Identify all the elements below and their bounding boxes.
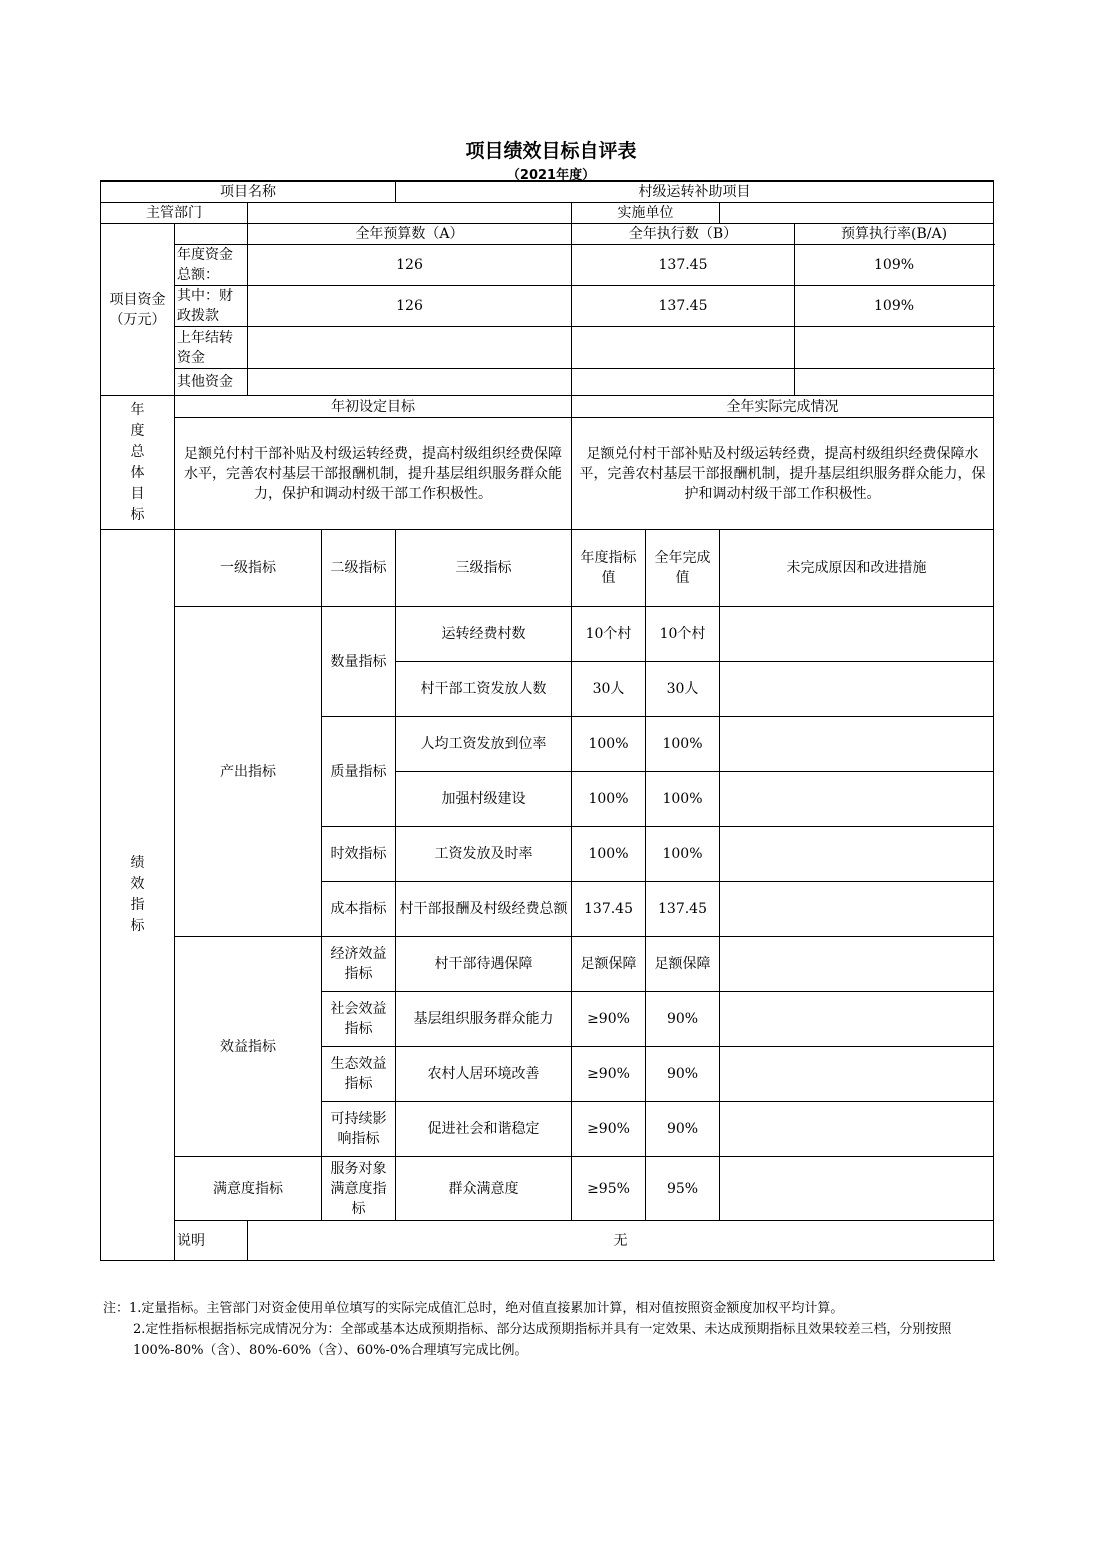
project-name-label: 项目名称 bbox=[101, 181, 396, 203]
unit-value bbox=[720, 203, 994, 224]
dept-label: 主管部门 bbox=[101, 203, 248, 224]
indicator-reason bbox=[720, 1047, 994, 1102]
dept-value bbox=[248, 203, 572, 224]
indicator-name: 运转经费村数 bbox=[396, 607, 572, 662]
level2-social: 社会效益指标 bbox=[322, 992, 396, 1047]
indicator-reason bbox=[720, 882, 994, 937]
footnotes bbox=[103, 1298, 993, 1361]
indicator-name: 基层组织服务群众能力 bbox=[396, 992, 572, 1047]
goals-actual-header: 全年实际完成情况 bbox=[572, 396, 994, 418]
level1-satisfaction: 满意度指标 bbox=[175, 1157, 322, 1221]
indicator-target: ≥90% bbox=[572, 1102, 646, 1157]
indicator-actual: 95% bbox=[646, 1157, 720, 1221]
indicator-name: 群众满意度 bbox=[396, 1157, 572, 1221]
funds-rate: 109% bbox=[795, 245, 994, 286]
indicator-target: 137.45 bbox=[572, 882, 646, 937]
budget-header: 全年预算数（A） bbox=[248, 224, 572, 245]
goals-label: 年度总体目标 bbox=[101, 396, 175, 530]
footnote-1: 注：1.定量指标。主管部门对资金使用单位填写的实际完成值汇总时，绝对值直接累加计算，相对值按照资金额度加权平均计算。 bbox=[103, 1301, 844, 1316]
footnote-2: 2.定性指标根据指标完成情况分为：全部或基本达成预期指标、部分达成预期指标并具有一定效果、未达成预期指标且效果较差三档，分别按照100%-80%（含）、80%-60%（含）、60%-0%合理填写完成比例。 bbox=[133, 1322, 952, 1358]
funds-budget: 126 bbox=[248, 286, 572, 327]
funds-executed bbox=[572, 369, 795, 396]
level2-cost: 成本指标 bbox=[322, 882, 396, 937]
indicator-name: 村干部待遇保障 bbox=[396, 937, 572, 992]
funds-executed: 137.45 bbox=[572, 245, 795, 286]
goals-actual-text: 足额兑付村干部补贴及村级运转经费，提高村级组织经费保障水平，完善农村基层干部报酬机制，提升基层组织服务群众能力，保护和调动村级干部工作积极性。 bbox=[572, 418, 994, 530]
funds-executed: 137.45 bbox=[572, 286, 795, 327]
level2-service-satisfaction: 服务对象满意度指标 bbox=[322, 1157, 396, 1221]
rate-header: 预算执行率(B/A) bbox=[795, 224, 994, 245]
indicator-target: ≥90% bbox=[572, 1047, 646, 1102]
level2-timeliness: 时效指标 bbox=[322, 827, 396, 882]
funds-row-label: 其他资金 bbox=[175, 369, 248, 396]
indicators-label: 绩效指标 bbox=[101, 530, 175, 1261]
remark-value: 无 bbox=[248, 1221, 994, 1261]
indicator-actual: 137.45 bbox=[646, 882, 720, 937]
funds-label: 项目资金（万元） bbox=[101, 224, 175, 396]
funds-rate bbox=[795, 369, 994, 396]
indicator-target: 100% bbox=[572, 717, 646, 772]
indicator-target: 10个村 bbox=[572, 607, 646, 662]
funds-row-label: 年度资金总额： bbox=[175, 245, 248, 286]
goals-set-header: 年初设定目标 bbox=[175, 396, 572, 418]
indicator-target: 100% bbox=[572, 772, 646, 827]
indicator-actual: 足额保障 bbox=[646, 937, 720, 992]
unit-label: 实施单位 bbox=[572, 203, 720, 224]
indicator-actual: 100% bbox=[646, 827, 720, 882]
indicator-reason bbox=[720, 607, 994, 662]
funds-row-label: 上年结转资金 bbox=[175, 327, 248, 369]
indicator-actual: 10个村 bbox=[646, 607, 720, 662]
indicator-name: 村干部报酬及村级经费总额 bbox=[396, 882, 572, 937]
indicator-reason bbox=[720, 827, 994, 882]
goals-set-text: 足额兑付村干部补贴及村级运转经费，提高村级组织经费保障水平，完善农村基层干部报酬机制，提升基层组织服务群众能力，保护和调动村级干部工作积极性。 bbox=[175, 418, 572, 530]
indicator-actual: 100% bbox=[646, 717, 720, 772]
indicator-actual: 90% bbox=[646, 1047, 720, 1102]
funds-executed bbox=[572, 327, 795, 369]
funds-budget bbox=[248, 369, 572, 396]
indicator-name: 村干部工资发放人数 bbox=[396, 662, 572, 717]
indicator-target: 30人 bbox=[572, 662, 646, 717]
level2-sustainable: 可持续影响指标 bbox=[322, 1102, 396, 1157]
indicator-reason bbox=[720, 1102, 994, 1157]
level2-ecological: 生态效益指标 bbox=[322, 1047, 396, 1102]
indicator-actual: 90% bbox=[646, 1102, 720, 1157]
indicator-target: 100% bbox=[572, 827, 646, 882]
executed-header: 全年执行数（B） bbox=[572, 224, 795, 245]
header-level2: 二级指标 bbox=[322, 530, 396, 607]
level2-economic: 经济效益指标 bbox=[322, 937, 396, 992]
indicator-reason bbox=[720, 717, 994, 772]
indicator-reason bbox=[720, 772, 994, 827]
level2-quality: 质量指标 bbox=[322, 717, 396, 827]
indicator-reason bbox=[720, 1157, 994, 1221]
funds-rate: 109% bbox=[795, 286, 994, 327]
project-name-value: 村级运转补助项目 bbox=[396, 181, 994, 203]
evaluation-table bbox=[100, 180, 994, 1261]
funds-budget bbox=[248, 327, 572, 369]
funds-row-label: 其中：财政拨款 bbox=[175, 286, 248, 327]
funds-rate bbox=[795, 327, 994, 369]
indicator-actual: 30人 bbox=[646, 662, 720, 717]
indicator-name: 促进社会和谐稳定 bbox=[396, 1102, 572, 1157]
indicator-name: 工资发放及时率 bbox=[396, 827, 572, 882]
header-level1: 一级指标 bbox=[175, 530, 322, 607]
header-reason: 未完成原因和改进措施 bbox=[720, 530, 994, 607]
indicator-target: ≥90% bbox=[572, 992, 646, 1047]
indicator-reason bbox=[720, 992, 994, 1047]
funds-budget: 126 bbox=[248, 245, 572, 286]
page-subtitle: （2021年度） bbox=[506, 168, 596, 183]
indicator-target: ≥95% bbox=[572, 1157, 646, 1221]
level2-quantity: 数量指标 bbox=[322, 607, 396, 717]
header-target: 年度指标值 bbox=[572, 530, 646, 607]
level1-benefit: 效益指标 bbox=[175, 937, 322, 1157]
page-title: 项目绩效目标自评表 bbox=[465, 140, 637, 162]
indicator-name: 人均工资发放到位率 bbox=[396, 717, 572, 772]
indicator-actual: 90% bbox=[646, 992, 720, 1047]
indicator-actual: 100% bbox=[646, 772, 720, 827]
header-actual: 全年完成值 bbox=[646, 530, 720, 607]
indicator-name: 农村人居环境改善 bbox=[396, 1047, 572, 1102]
indicator-reason bbox=[720, 662, 994, 717]
header-level3: 三级指标 bbox=[396, 530, 572, 607]
level1-output: 产出指标 bbox=[175, 607, 322, 937]
indicator-reason bbox=[720, 937, 994, 992]
remark-label: 说明 bbox=[175, 1221, 248, 1261]
indicator-target: 足额保障 bbox=[572, 937, 646, 992]
indicator-name: 加强村级建设 bbox=[396, 772, 572, 827]
